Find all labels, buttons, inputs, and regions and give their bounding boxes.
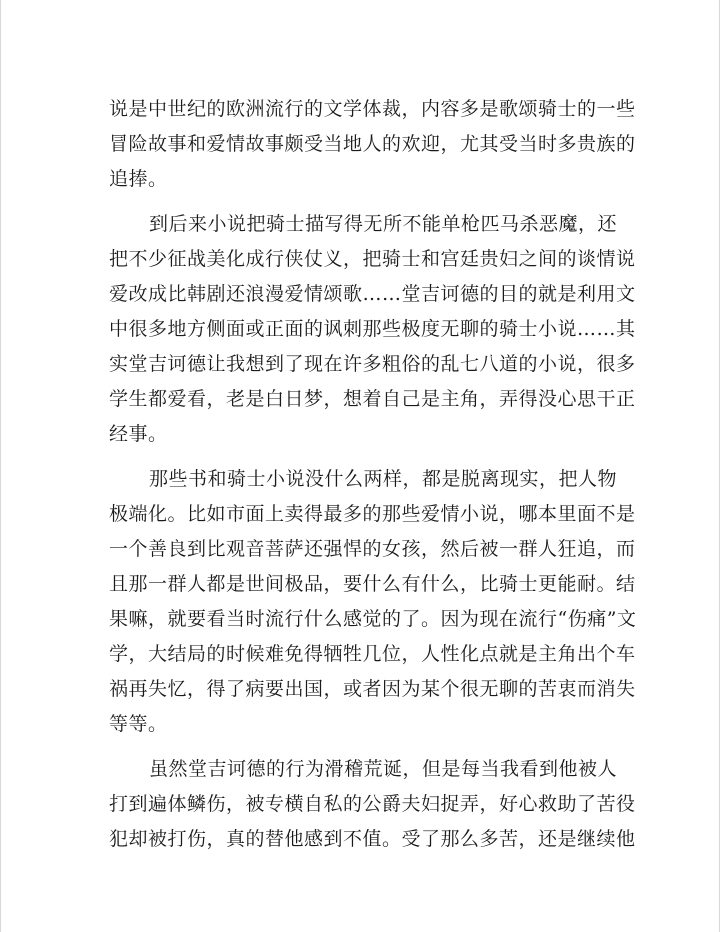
text-line: 冒险故事和爱情故事颇受当地人的欢迎，尤其受当时多贵族的	[109, 133, 636, 155]
paragraph-1	[109, 92, 636, 197]
text-line: 那些书和骑士小说没什么两样，都是脱离现实，把人物	[149, 468, 618, 490]
text-line: 且那一群人都是世间极品，要什么有什么，比骑士更能耐。结	[109, 573, 636, 595]
paragraph-2	[109, 207, 636, 452]
text-line: 学，大结局的时候难免得牺牲几位，人性化点就是主角出个车	[109, 643, 636, 665]
text-line: 到后来小说把骑士描写得无所不能单枪匹马杀恶魔，还	[149, 213, 618, 235]
text-line: 把不少征战美化成行侠仗义，把骑士和宫廷贵妇之间的谈情说	[109, 248, 636, 270]
paragraph-4	[109, 752, 636, 857]
text-line: 虽然堂吉诃德的行为滑稽荒诞，但是每当我看到他被人	[149, 758, 618, 780]
text-line: 一个善良到比观音菩萨还强悍的女孩，然后被一群人狂追，而	[109, 538, 636, 560]
text-line: 打到遍体鳞伤，被专横自私的公爵夫妇捉弄，好心救助了苦役	[109, 793, 636, 815]
text-line: 爱改成比韩剧还浪漫爱情颂歌……堂吉诃德的目的就是利用文	[109, 283, 636, 305]
text-line: 学生都爱看，老是白日梦，想着自己是主角，弄得没心思干正	[109, 388, 636, 410]
text-line: 说是中世纪的欧洲流行的文学体裁，内容多是歌颂骑士的一些	[109, 98, 636, 120]
text-line: 等等。	[109, 713, 168, 735]
text-line: 追捧。	[109, 168, 168, 190]
text-line: 犯却被打伤，真的替他感到不值。受了那么多苦，还是继续他	[109, 828, 636, 850]
text-line: 果嘛，就要看当时流行什么感觉的了。因为现在流行“伤痛”文	[109, 608, 637, 630]
text-line: 实堂吉诃德让我想到了现在许多粗俗的乱七八道的小说，很多	[109, 353, 636, 375]
document-body	[109, 92, 637, 857]
paragraph-3	[109, 462, 637, 742]
text-line: 中很多地方侧面或正面的讽刺那些极度无聊的骑士小说……其	[109, 318, 636, 340]
text-line: 祸再失忆，得了病要出国，或者因为某个很无聊的苦衷而消失	[109, 678, 636, 700]
text-line: 极端化。比如市面上卖得最多的那些爱情小说，哪本里面不是	[109, 503, 636, 525]
text-line: 经事。	[109, 423, 168, 445]
